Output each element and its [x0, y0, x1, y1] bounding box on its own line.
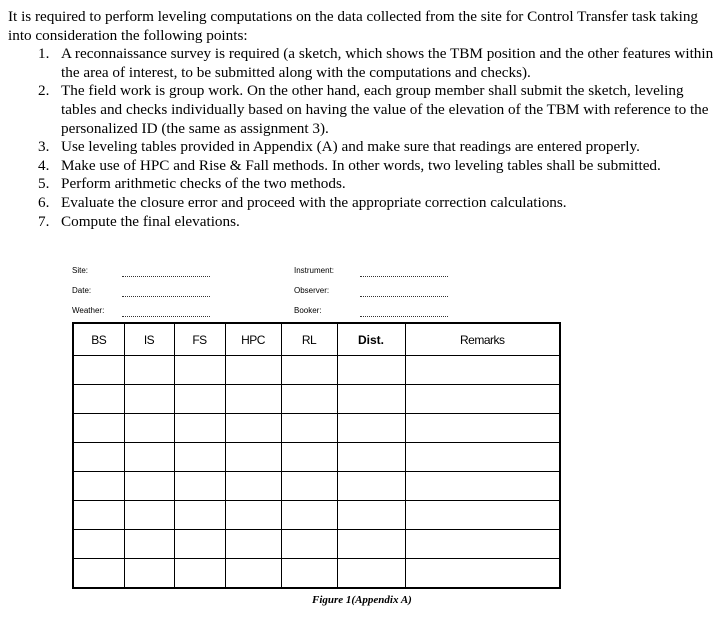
table-cell[interactable]	[73, 414, 124, 443]
list-number: 6.	[38, 193, 50, 211]
figure-caption: Figure 1(Appendix A)	[312, 594, 412, 606]
table-cell[interactable]	[124, 472, 174, 501]
table-cell[interactable]	[124, 443, 174, 472]
table-cell[interactable]	[405, 414, 560, 443]
table-cell[interactable]	[337, 530, 405, 559]
table-cell[interactable]	[225, 472, 281, 501]
list-text: Evaluate the closure error and proceed with the appropriate correction calculations.	[61, 193, 567, 211]
list-item	[8, 175, 716, 194]
table-cell[interactable]	[124, 530, 174, 559]
booker-label: Booker:	[294, 306, 322, 315]
table-cell[interactable]	[281, 530, 337, 559]
list-item	[8, 45, 716, 82]
list-text: Perform arithmetic checks of the two methods.	[61, 175, 346, 193]
table-cell[interactable]	[225, 443, 281, 472]
table-cell[interactable]	[405, 472, 560, 501]
table-row	[73, 559, 560, 589]
table-cell[interactable]	[124, 385, 174, 414]
date-field[interactable]	[122, 296, 210, 297]
booker-field[interactable]	[360, 316, 448, 317]
table-header-row	[73, 323, 560, 356]
table-cell[interactable]	[73, 443, 124, 472]
column-header-dist: Dist.	[337, 323, 405, 356]
date-label: Date:	[72, 286, 92, 295]
list-text: Compute the final elevations.	[61, 212, 240, 230]
table-cell[interactable]	[405, 501, 560, 530]
column-header-hpc: HPC	[225, 323, 281, 356]
table-cell[interactable]	[405, 356, 560, 385]
table-cell[interactable]	[281, 443, 337, 472]
list-item	[8, 213, 716, 232]
table-cell[interactable]	[124, 414, 174, 443]
table-cell[interactable]	[337, 501, 405, 530]
table-row	[73, 443, 560, 472]
table-cell[interactable]	[405, 559, 560, 589]
instrument-field[interactable]	[360, 276, 448, 277]
site-label: Site:	[72, 266, 89, 275]
table-cell[interactable]	[174, 472, 225, 501]
table-row	[73, 501, 560, 530]
table-cell[interactable]	[405, 443, 560, 472]
instrument-label: Instrument:	[294, 266, 335, 275]
observer-field[interactable]	[360, 296, 448, 297]
list-item	[8, 157, 716, 176]
table-cell[interactable]	[337, 559, 405, 589]
table-cell[interactable]	[124, 559, 174, 589]
list-text: A reconnaissance survey is required (a sketch, which shows the TBM position and the other features within the area of interest, to be submitted along with the computations and checks).	[61, 45, 714, 81]
table-row	[73, 530, 560, 559]
leveling-table	[72, 322, 561, 589]
table-cell[interactable]	[281, 385, 337, 414]
list-text: The field work is group work. On the other hand, each group member shall submit the sketch, leveling tables and checks individually based on having the value of the elevation of the TBM with reference to the personalized ID (the same as assignment 3).	[61, 82, 709, 137]
table-cell[interactable]	[225, 501, 281, 530]
list-number: 3.	[38, 138, 50, 156]
column-header-bs: BS	[73, 323, 124, 356]
table-cell[interactable]	[73, 559, 124, 589]
table-cell[interactable]	[281, 501, 337, 530]
weather-field[interactable]	[122, 316, 210, 317]
table-cell[interactable]	[281, 414, 337, 443]
list-text: Make use of HPC and Rise & Fall methods. In other words, two leveling tables shall be submitted.	[61, 156, 661, 174]
table-cell[interactable]	[174, 385, 225, 414]
table-row	[73, 414, 560, 443]
table-cell[interactable]	[225, 559, 281, 589]
list-number: 4.	[38, 156, 50, 174]
column-header-is: IS	[124, 323, 174, 356]
requirements-list	[8, 45, 716, 231]
table-cell[interactable]	[124, 501, 174, 530]
list-text: Use leveling tables provided in Appendix (A) and make sure that readings are entered properly.	[61, 138, 640, 156]
table-cell[interactable]	[281, 472, 337, 501]
table-cell[interactable]	[281, 559, 337, 589]
table-cell[interactable]	[174, 501, 225, 530]
table-cell[interactable]	[405, 385, 560, 414]
table-cell[interactable]	[174, 559, 225, 589]
table-cell[interactable]	[73, 501, 124, 530]
column-header-fs: FS	[174, 323, 225, 356]
table-cell[interactable]	[405, 530, 560, 559]
table-cell[interactable]	[73, 385, 124, 414]
table-cell[interactable]	[73, 472, 124, 501]
column-header-remarks: Remarks	[405, 323, 560, 356]
table-row	[73, 356, 560, 385]
table-cell[interactable]	[73, 530, 124, 559]
table-cell[interactable]	[337, 385, 405, 414]
list-number: 7.	[38, 212, 50, 230]
table-cell[interactable]	[225, 385, 281, 414]
list-item	[8, 82, 716, 138]
observer-label: Observer:	[294, 286, 330, 295]
table-cell[interactable]	[225, 356, 281, 385]
list-number: 2.	[38, 82, 50, 100]
weather-label: Weather:	[72, 306, 105, 315]
site-field[interactable]	[122, 276, 210, 277]
table-cell[interactable]	[225, 414, 281, 443]
table-cell[interactable]	[337, 472, 405, 501]
table-cell[interactable]	[73, 356, 124, 385]
list-item	[8, 138, 716, 157]
intro-paragraph: It is required to perform leveling computations on the data collected from the site for Control Transfer task taking into consideration the following points:	[8, 8, 699, 44]
list-item	[8, 194, 716, 213]
list-number: 5.	[38, 175, 50, 193]
table-cell[interactable]	[337, 414, 405, 443]
table-cell[interactable]	[174, 443, 225, 472]
list-number: 1.	[38, 45, 50, 63]
table-cell[interactable]	[174, 414, 225, 443]
column-header-rl: RL	[281, 323, 337, 356]
table-row	[73, 385, 560, 414]
table-cell[interactable]	[174, 356, 225, 385]
table-cell[interactable]	[174, 530, 225, 559]
table-row	[73, 472, 560, 501]
table-cell[interactable]	[225, 530, 281, 559]
table-cell[interactable]	[281, 356, 337, 385]
table-cell[interactable]	[124, 356, 174, 385]
table-cell[interactable]	[337, 356, 405, 385]
instructions	[8, 8, 716, 231]
table-cell[interactable]	[337, 443, 405, 472]
